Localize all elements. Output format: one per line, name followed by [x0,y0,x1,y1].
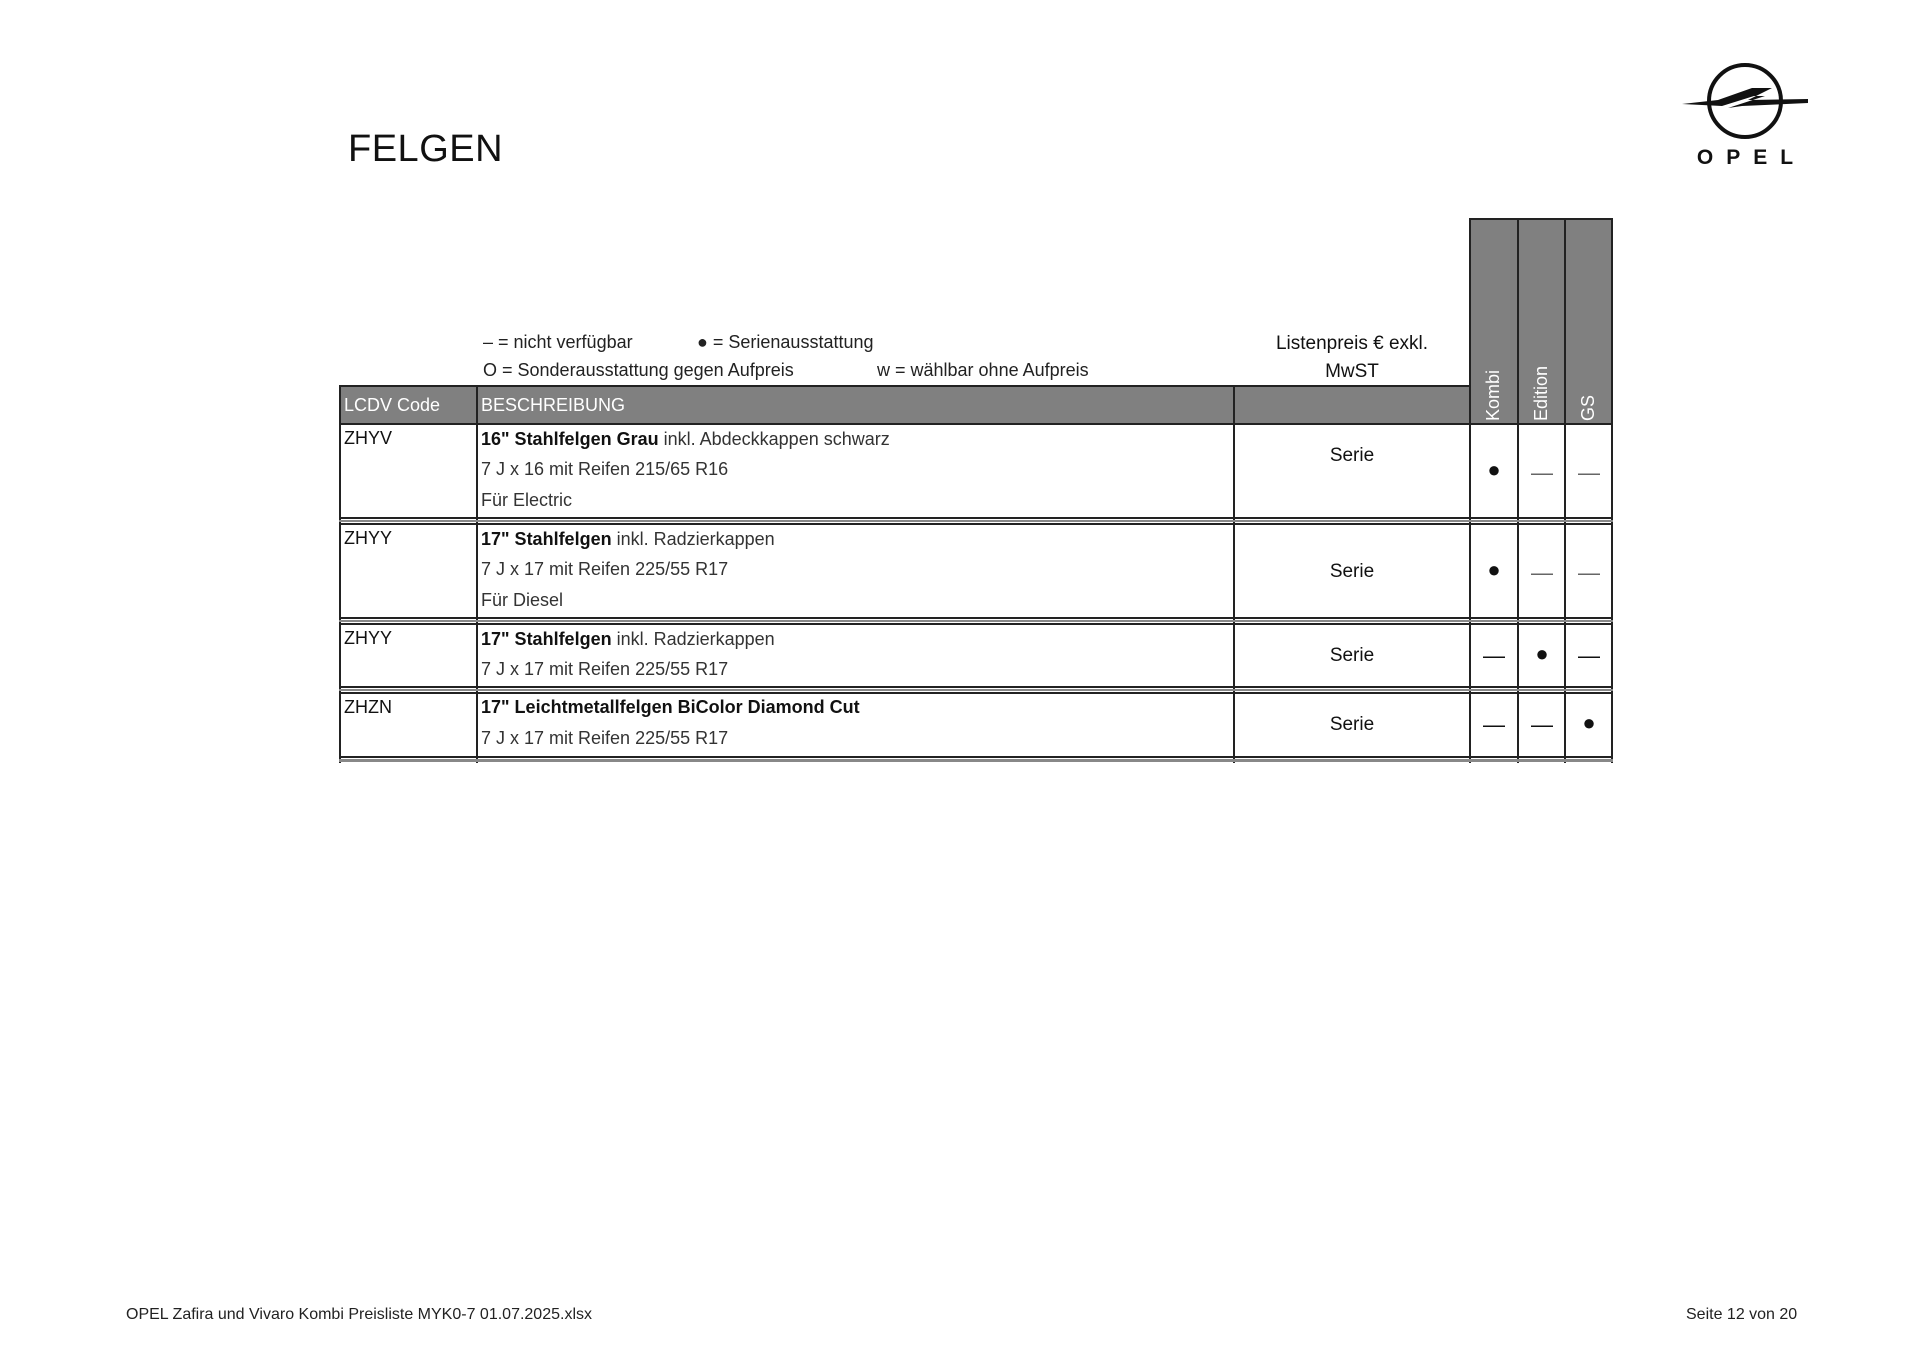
row-note: Für Electric [481,490,573,510]
legend-not-available: – = nicht verfügbar [483,332,633,352]
variant-header-kombi [1470,218,1517,424]
row-spec: 7 J x 17 mit Reifen 225/55 R17 [481,559,729,579]
grid-line [339,692,1613,694]
grid-line [339,623,1613,625]
row-price: Serie [1329,561,1375,582]
header-price [1234,386,1469,424]
grid-line [339,620,1613,622]
variant-header-edition [1518,218,1564,424]
grid-line [476,385,478,763]
header-code: LCDV Code [340,386,476,424]
footer-page-number: Seite 12 von 20 [1686,1306,1798,1323]
row-mark-gs: — [1578,460,1600,485]
grid-line [1469,218,1613,220]
grid-line [339,520,1613,522]
grid-line [339,517,1613,519]
variant-header-gs [1565,218,1612,424]
price-header-line2: MwST [1325,361,1379,382]
row-mark-kombi: — [1483,712,1505,737]
row-mark-gs: — [1578,643,1600,668]
header-description: BESCHREIBUNG [477,386,1233,424]
row-title: 17" Leichtmetallfelgen BiColor Diamond Cut [481,697,860,717]
grid-line [339,686,1613,688]
row-mark-gs: ● [1582,710,1596,735]
row-spec: 7 J x 17 mit Reifen 225/55 R17 [481,659,729,679]
row-spec: 7 J x 17 mit Reifen 225/55 R17 [481,728,729,748]
grid-line [339,617,1613,619]
row-spec: 7 J x 16 mit Reifen 215/65 R16 [481,459,729,479]
grid-line [1469,218,1471,763]
grid-line [1611,218,1613,763]
row-mark-edition: — [1531,460,1553,485]
row-mark-kombi: ● [1487,457,1501,482]
grid-line [339,523,1613,525]
legend-selectable: w = wählbar ohne Aufpreis [877,360,1089,380]
variant-label-kombi: Kombi [1483,369,1503,421]
row-price: Serie [1329,645,1375,666]
row-title: 17" Stahlfelgen inkl. Radzierkappen [481,529,775,549]
opel-logo [1682,62,1808,170]
row-mark-gs: — [1578,560,1600,585]
price-header-line1: Listenpreis € exkl. [1275,333,1429,354]
grid-line [1564,218,1566,763]
grid-line [339,756,1613,758]
row-title: 17" Stahlfelgen inkl. Radzierkappen [481,629,775,649]
grid-line [339,759,1613,762]
opel-blitz-icon [1682,62,1808,142]
row-mark-edition: — [1531,560,1553,585]
row-mark-edition: ● [1535,641,1549,666]
grid-line [339,385,341,763]
page-title: FELGEN [348,128,504,170]
variant-label-edition: Edition [1531,365,1551,421]
grid-line [339,423,1613,425]
row-mark-kombi: ● [1487,557,1501,582]
grid-line [339,385,1470,387]
row-price: Serie [1329,445,1375,466]
grid-line [339,689,1613,691]
row-mark-edition: — [1531,712,1553,737]
row-mark-kombi: — [1483,643,1505,668]
row-code: ZHYV [344,428,393,448]
legend-optional: O = Sonderausstattung gegen Aufpreis [483,360,794,380]
row-code: ZHYY [344,528,393,548]
grid-line [1517,218,1519,763]
row-price: Serie [1329,714,1375,735]
row-note: Für Diesel [481,590,564,610]
price-header [1236,330,1468,386]
row-code: ZHZN [344,697,392,717]
logo-wordmark: OPEL [1696,146,1807,169]
row-title: 16" Stahlfelgen Grau inkl. Abdeckkappen schwarz [481,429,890,449]
footer-filename: OPEL Zafira und Vivaro Kombi Preisliste MYK0-7 01.07.2025.xlsx [126,1306,592,1323]
row-code: ZHYY [344,628,393,648]
legend-series: ● = Serienausstattung [697,332,874,352]
variant-label-gs: GS [1578,394,1598,421]
